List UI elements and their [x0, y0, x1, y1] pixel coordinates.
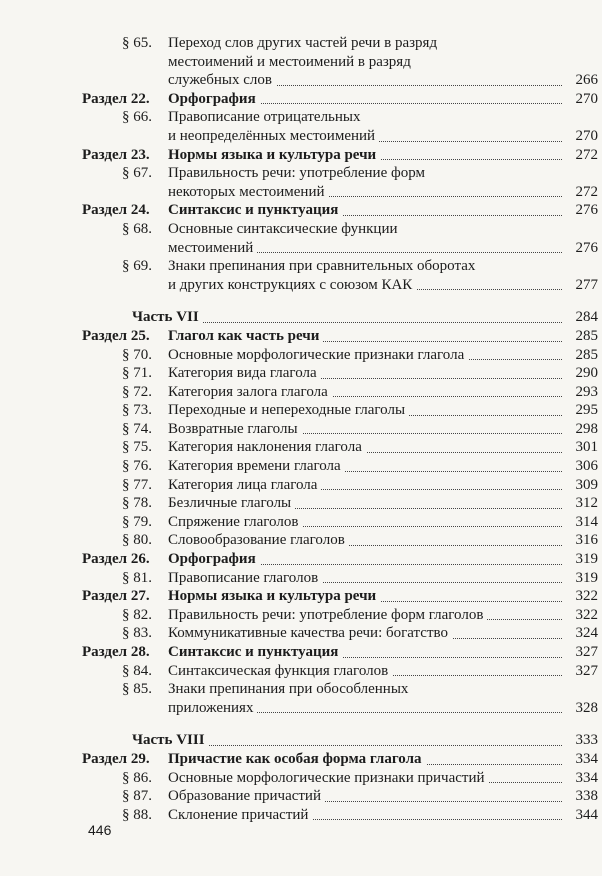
entry-page-number: 328 — [575, 699, 598, 716]
section-number: § 67. — [122, 165, 152, 182]
toc-entry-sec — [0, 699, 602, 718]
chapter-number: Раздел 23. — [82, 146, 150, 163]
toc-entry-sec — [0, 569, 602, 588]
section-number: § 81. — [122, 569, 152, 586]
entry-page-number: 309 — [575, 476, 598, 493]
toc-entry-sec — [0, 383, 602, 402]
entry-page-number: 319 — [575, 569, 598, 586]
section-number: § 82. — [122, 606, 152, 623]
entry-page-number: 306 — [575, 458, 598, 475]
entry-title: Образование причастий — [168, 788, 325, 804]
toc-entry-part — [0, 308, 602, 327]
section-number: § 72. — [122, 383, 152, 400]
toc-entry-chap — [0, 750, 602, 769]
entry-page-number: 333 — [575, 732, 598, 749]
section-number: § 77. — [122, 476, 152, 493]
entry-title: Нормы языка и культура речи — [168, 588, 380, 604]
toc-entry-sec — [0, 127, 602, 146]
entry-page-number: 334 — [575, 769, 598, 786]
entry-title: приложениях — [168, 700, 257, 716]
chapter-number: Раздел 28. — [82, 644, 150, 660]
toc-entry-sec — [0, 164, 602, 183]
entry-title: Правильность речи: употребление форм глаголов — [168, 607, 487, 623]
toc-entry-sec — [0, 276, 602, 295]
entry-title: Категория залога глагола — [168, 384, 332, 400]
entry-title: Знаки препинания при сравнительных оборотах — [168, 258, 479, 274]
section-number: § 71. — [122, 365, 152, 382]
entry-page-number: 272 — [575, 146, 598, 163]
toc-entry-sec — [0, 787, 602, 806]
section-number: § 69. — [122, 258, 152, 275]
section-number: § 84. — [122, 662, 152, 679]
entry-page-number: 322 — [575, 588, 598, 605]
entry-title: Причастие как особая форма глагола — [168, 751, 426, 767]
toc-entry-sec — [0, 71, 602, 90]
table-of-contents — [0, 34, 602, 824]
entry-title: некоторых местоимений — [168, 184, 329, 200]
entry-page-number: 312 — [575, 495, 598, 512]
entry-title: Правописание отрицательных — [168, 109, 365, 125]
toc-entry-sec — [0, 53, 602, 72]
entry-title: Глагол как часть речи — [168, 328, 323, 344]
entry-title: Основные синтаксические функции — [168, 221, 402, 237]
toc-entry-chap — [0, 643, 602, 662]
section-number: § 86. — [122, 769, 152, 786]
entry-title: Орфография — [168, 91, 260, 107]
toc-entry-chap — [0, 327, 602, 346]
section-number: § 74. — [122, 420, 152, 437]
entry-title: местоимений — [168, 240, 257, 256]
entry-title: Синтаксис и пунктуация — [168, 644, 342, 660]
toc-entry-sec — [0, 420, 602, 439]
toc-entry-sec — [0, 769, 602, 788]
section-number: § 80. — [122, 532, 152, 549]
entry-page-number: 290 — [575, 365, 598, 382]
section-number: § 78. — [122, 495, 152, 512]
toc-entry-sec — [0, 606, 602, 625]
entry-title: Правильность речи: употребление форм — [168, 165, 429, 181]
toc-entry-sec — [0, 257, 602, 276]
section-number: § 66. — [122, 109, 152, 126]
toc-entry-part — [0, 731, 602, 750]
chapter-number: Раздел 22. — [82, 90, 150, 107]
toc-entry-sec — [0, 457, 602, 476]
entry-page-number: 338 — [575, 788, 598, 805]
entry-title: Категория времени глагола — [168, 458, 345, 474]
entry-title: Переходные и непереходные глаголы — [168, 402, 409, 418]
entry-title: Знаки препинания при обособленных — [168, 681, 412, 697]
entry-title: Орфография — [168, 551, 260, 567]
entry-page-number: 270 — [575, 90, 598, 107]
toc-entry-sec — [0, 662, 602, 681]
entry-title: Словообразование глаголов — [168, 532, 349, 548]
toc-entry-sec — [0, 183, 602, 202]
entry-title: местоимений и местоимений в разряд — [168, 54, 415, 70]
entry-title: Основные морфологические признаки глагола — [168, 347, 468, 363]
entry-page-number: 285 — [575, 346, 598, 363]
section-gap — [0, 717, 602, 731]
entry-page-number: 277 — [575, 276, 598, 293]
entry-title: и неопределённых местоимений — [168, 128, 379, 144]
toc-entry-sec — [0, 364, 602, 383]
toc-entry-chap — [0, 587, 602, 606]
chapter-number: Раздел 25. — [82, 327, 150, 344]
toc-entry-sec — [0, 438, 602, 457]
entry-title: Склонение причастий — [168, 807, 312, 823]
toc-entry-sec — [0, 220, 602, 239]
toc-entry-sec — [0, 531, 602, 550]
entry-page-number: 319 — [575, 551, 598, 568]
entry-title: Основные морфологические признаки причастий — [168, 770, 489, 786]
toc-entry-sec — [0, 346, 602, 365]
toc-entry-sec — [0, 513, 602, 532]
toc-entry-sec — [0, 239, 602, 258]
entry-title: Безличные глаголы — [168, 495, 295, 511]
section-number: § 65. — [122, 35, 152, 51]
toc-entry-chap — [0, 201, 602, 220]
toc-entry-sec — [0, 476, 602, 495]
entry-page-number: 344 — [575, 806, 598, 823]
entry-title: Синтаксис и пунктуация — [168, 202, 342, 218]
entry-title: Коммуникативные качества речи: богатство — [168, 625, 452, 641]
section-number: § 68. — [122, 220, 152, 237]
entry-page-number: 298 — [575, 420, 598, 437]
entry-title: Часть VIII — [132, 732, 209, 748]
chapter-number: Раздел 26. — [82, 551, 150, 568]
entry-page-number: 276 — [575, 239, 598, 256]
entry-page-number: 301 — [575, 439, 598, 456]
section-number: § 83. — [122, 625, 152, 642]
entry-page-number: 324 — [575, 625, 598, 642]
entry-page-number: 334 — [575, 750, 598, 767]
entry-title: Синтаксическая функция глаголов — [168, 663, 392, 679]
entry-page-number: 284 — [575, 309, 598, 326]
entry-page-number: 327 — [575, 644, 598, 660]
entry-title: Часть VII — [132, 309, 203, 325]
entry-title: Категория лица глагола — [168, 477, 321, 493]
section-number: § 75. — [122, 439, 152, 456]
toc-entry-sec — [0, 401, 602, 420]
entry-page-number: 276 — [575, 202, 598, 219]
entry-title: Возвратные глаголы — [168, 421, 302, 437]
entry-title: Переход слов других частей речи в разряд — [168, 35, 441, 51]
toc-entry-sec — [0, 494, 602, 513]
section-number: § 87. — [122, 788, 152, 805]
section-number: § 70. — [122, 346, 152, 363]
section-number: § 79. — [122, 513, 152, 530]
page-number: 446 — [88, 822, 112, 838]
toc-entry-sec — [0, 680, 602, 699]
section-number: § 85. — [122, 681, 152, 698]
toc-entry-chap — [0, 550, 602, 569]
toc-entry-sec — [0, 624, 602, 643]
chapter-number: Раздел 29. — [82, 750, 150, 767]
entry-page-number: 327 — [575, 662, 598, 679]
entry-title: и других конструкциях с союзом КАК — [168, 277, 416, 293]
entry-title: Категория наклонения глагола — [168, 439, 366, 455]
entry-page-number: 266 — [575, 72, 598, 89]
entry-title: Спряжение глаголов — [168, 514, 302, 530]
chapter-number: Раздел 24. — [82, 202, 150, 219]
entry-title: Категория вида глагола — [168, 365, 321, 381]
entry-page-number: 322 — [575, 606, 598, 623]
entry-page-number: 272 — [575, 183, 598, 200]
entry-page-number: 295 — [575, 402, 598, 419]
section-number: § 76. — [122, 458, 152, 475]
toc-entry-sec — [0, 108, 602, 127]
entry-page-number: 270 — [575, 127, 598, 144]
section-number: § 88. — [122, 806, 152, 823]
chapter-number: Раздел 27. — [82, 588, 150, 605]
toc-entry-chap — [0, 90, 602, 109]
entry-title: Нормы языка и культура речи — [168, 147, 380, 163]
entry-page-number: 293 — [575, 383, 598, 400]
entry-page-number: 285 — [575, 327, 598, 344]
entry-page-number: 314 — [575, 513, 598, 530]
entry-title: служебных слов — [168, 72, 276, 88]
entry-title: Правописание глаголов — [168, 570, 322, 586]
section-number: § 73. — [122, 402, 152, 419]
section-gap — [0, 294, 602, 308]
toc-entry-chap — [0, 146, 602, 165]
entry-page-number: 316 — [575, 532, 598, 549]
toc-entry-sec — [0, 34, 602, 53]
